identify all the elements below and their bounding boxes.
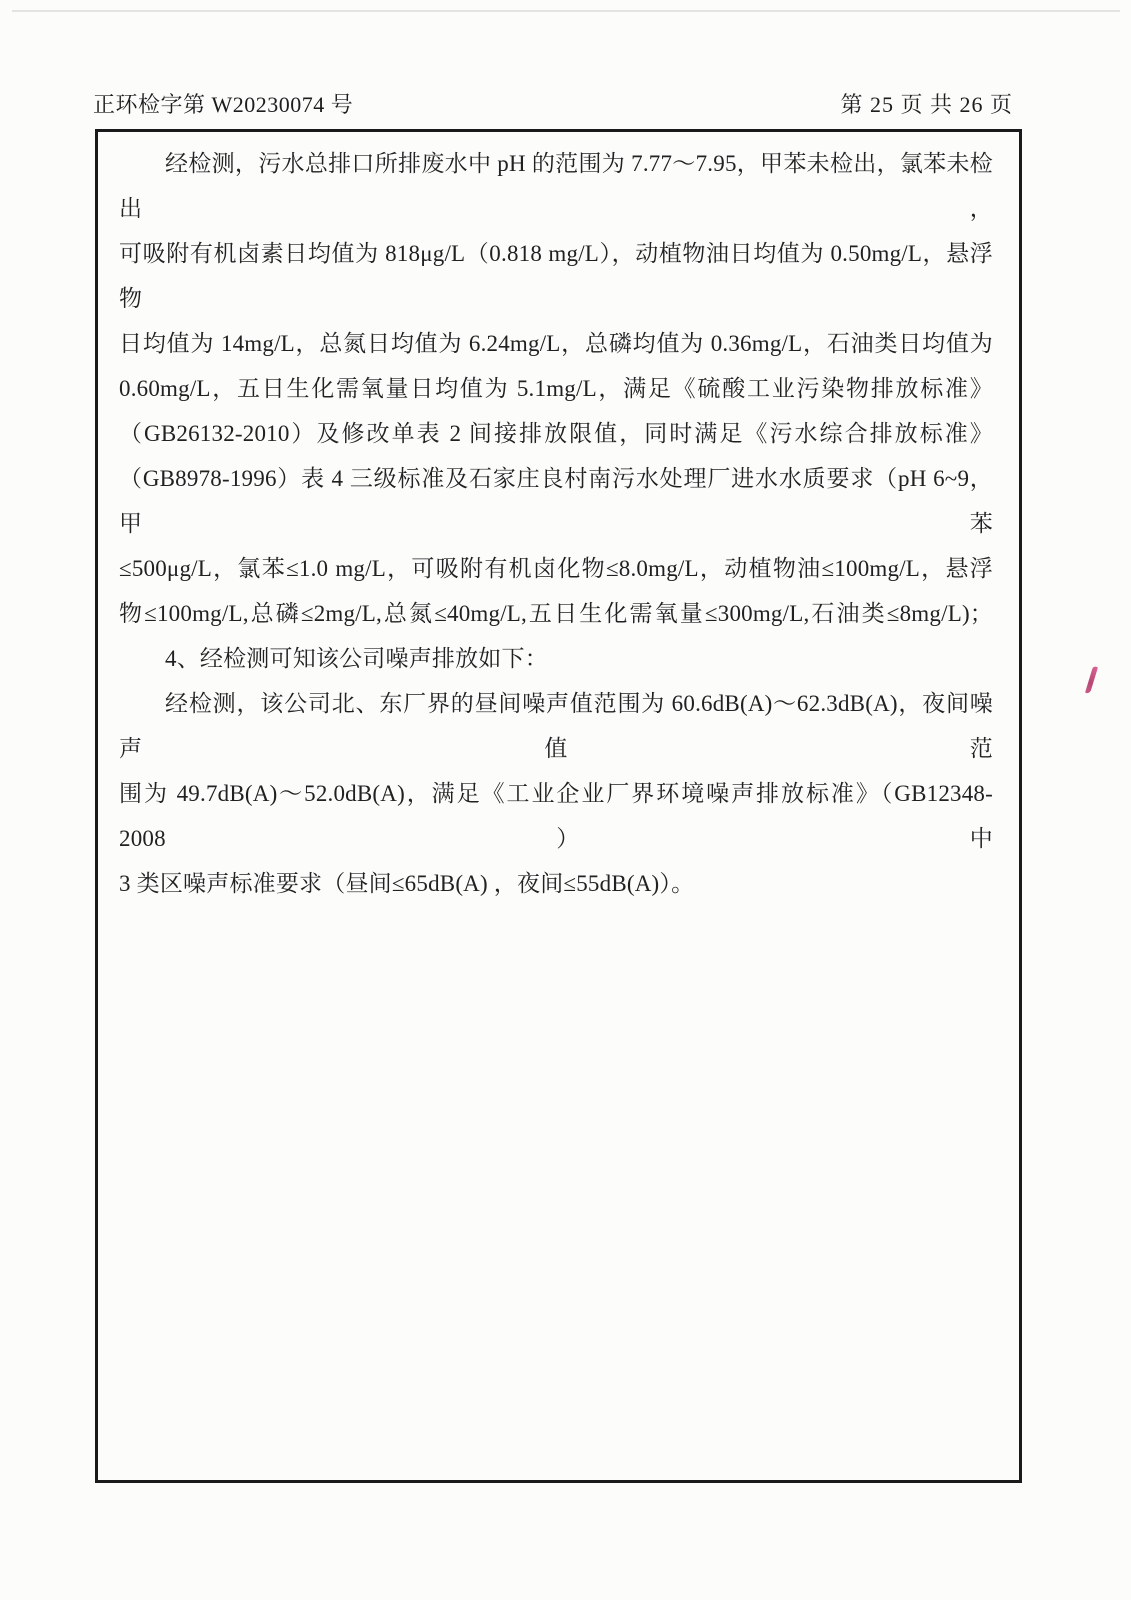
text-line: 4、经检测可知该公司噪声排放如下： (165, 646, 548, 671)
page-header (93, 88, 1013, 119)
text-line: 3 类区噪声标准要求（昼间≤65dB(A) ，夜间≤55dB(A)）。 (119, 871, 695, 896)
text-line: （GB26132-2010）及修改单表 2 间接排放限值，同时满足《污水综合排放标准》 (119, 421, 993, 446)
text-line: 0.60mg/L，五日生化需氧量日均值为 5.1mg/L，满足《硫酸工业污染物排放标准》 (119, 376, 993, 401)
page-indicator: 第 25 页 共 26 页 (840, 92, 1013, 117)
text-line: 日均值为 14mg/L，总氮日均值为 6.24mg/L，总磷均值为 0.36mg/L，石油类日均值为 (119, 331, 993, 356)
content-border-box (95, 129, 1022, 1483)
text-line: 可吸附有机卤素日均值为 818μg/L（0.818 mg/L），动植物油日均值为 0.50mg/L，悬浮物 (119, 241, 993, 311)
text-line: 围为 49.7dB(A)～52.0dB(A)，满足《工业企业厂界环境噪声排放标准》（GB12348-2008）中 (119, 781, 993, 851)
body-text (119, 141, 993, 906)
document-number: 正环检字第 W20230074 号 (93, 92, 354, 117)
text-line: （GB8978-1996）表 4 三级标准及石家庄良村南污水处理厂进水水质要求（pH 6~9，甲苯 (119, 466, 993, 536)
scan-artifact-line (12, 10, 1120, 12)
text-line: 经检测，该公司北、东厂界的昼间噪声值范围为 60.6dB(A)～62.3dB(A)，夜间噪声值范 (119, 691, 993, 761)
text-line: ≤500μg/L，氯苯≤1.0 mg/L，可吸附有机卤化物≤8.0mg/L，动植物油≤100mg/L，悬浮 (119, 556, 993, 581)
text-line: 经检测，污水总排口所排废水中 pH 的范围为 7.77～7.95，甲苯未检出，氯苯未检出， (119, 151, 993, 221)
red-pen-mark (1085, 666, 1098, 694)
text-line: 物≤100mg/L,总磷≤2mg/L,总氮≤40mg/L,五日生化需氧量≤300mg/L,石油类≤8mg/L)； (119, 601, 993, 626)
